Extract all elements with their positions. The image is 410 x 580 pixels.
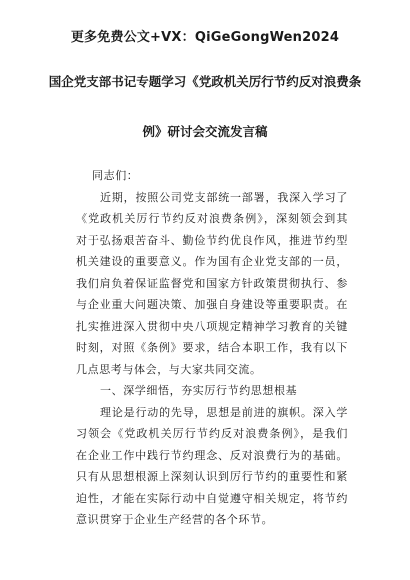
greeting: 同志们： [92, 169, 139, 182]
header-watermark: 更多免费公文+VX：QiGeGongWen2024 [70, 30, 340, 45]
document-body [76, 165, 348, 531]
document-title-line-2: 例》研讨会交流发言稿 [142, 124, 268, 139]
document-title-line-1: 国企党支部书记专题学习《党政机关厉行节约反对浪费条 [48, 74, 362, 89]
paragraph-section-1: 理论是行动的先导，思想是前进的旗帜。深入学习领会《党政机关厉行节约反对浪费条例》，是我们在企业工作中践行节约理念、反对浪费行为的基础。只有从思想根源上深刻认识到厉行节约的重要性和紧迫性，才能在实际行动中自觉遵守相关规定，将节约意识贯穿于企业生产经营的各个环节。 [76, 405, 348, 526]
section-heading-1: 一、深学细悟，夯实厉行节约思想根基 [100, 384, 298, 397]
paragraph-intro: 近期，按照公司党支部统一部署，我深入学习了《党政机关厉行节约反对浪费条例》，深刻领会到其对于弘扬艰苦奋斗、勤俭节约优良作风，推进节约型机关建设的重要意义。作为国有企业党支部的一员，我们肩负着保证监督党和国家方针政策贯彻执行、参与企业重大问题决策、加强自身建设等重要职责。在扎实推进深入贯彻中央八项规定精神学习教育的关键时刻，对照《条例》要求，结合本职工作，我有以下几点思考与体会，与大家共同交流。 [76, 190, 348, 376]
